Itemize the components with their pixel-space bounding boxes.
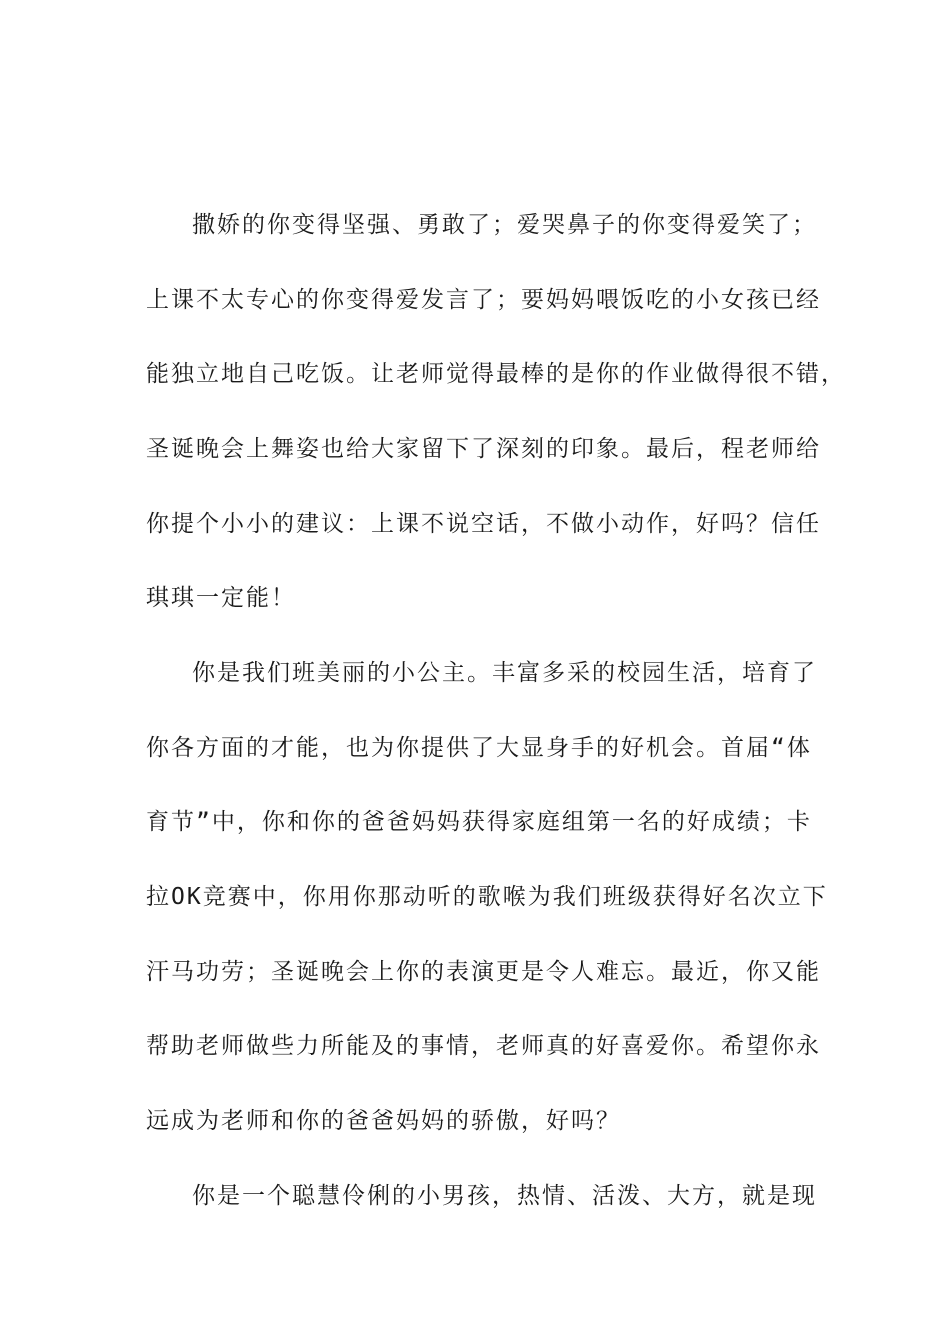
text-line-13: 远成为老师和你的爸爸妈妈的骄傲，好吗？ xyxy=(146,1108,621,1134)
text-line-1: 撒娇的你变得坚强、勇敢了；爱哭鼻子的你变得爱笑了； xyxy=(192,212,817,238)
text-line-8: 你各方面的才能，也为你提供了大显身手的好机会。首届“体 xyxy=(146,735,812,761)
text-line-12: 帮助老师做些力所能及的事情，老师真的好喜爱你。希望你永 xyxy=(146,1033,821,1059)
text-line-7: 你是我们班美丽的小公主。丰富多采的校园生活，培育了 xyxy=(192,660,817,686)
text-line-9: 育节”中，你和你的爸爸妈妈获得家庭组第一名的好成绩；卡 xyxy=(146,809,812,835)
text-line-4: 圣诞晚会上舞姿也给大家留下了深刻的印象。最后，程老师给 xyxy=(146,436,821,462)
text-line-10: 拉OK竞赛中，你用你那动听的歌喉为我们班级获得好名次立下 xyxy=(146,884,828,910)
text-line-3: 能独立地自己吃饭。让老师觉得最棒的是你的作业做得很不错， xyxy=(146,361,846,387)
text-line-14: 你是一个聪慧伶俐的小男孩，热情、活泼、大方，就是现 xyxy=(192,1183,817,1209)
text-line-11: 汗马功劳；圣诞晚会上你的表演更是令人难忘。最近，你又能 xyxy=(146,959,821,985)
text-line-2: 上课不太专心的你变得爱发言了；要妈妈喂饭吃的小女孩已经 xyxy=(146,287,821,313)
text-line-6: 琪琪一定能！ xyxy=(146,585,296,611)
text-line-5: 你提个小小的建议：上课不说空话，不做小动作，好吗？信任 xyxy=(146,511,821,537)
